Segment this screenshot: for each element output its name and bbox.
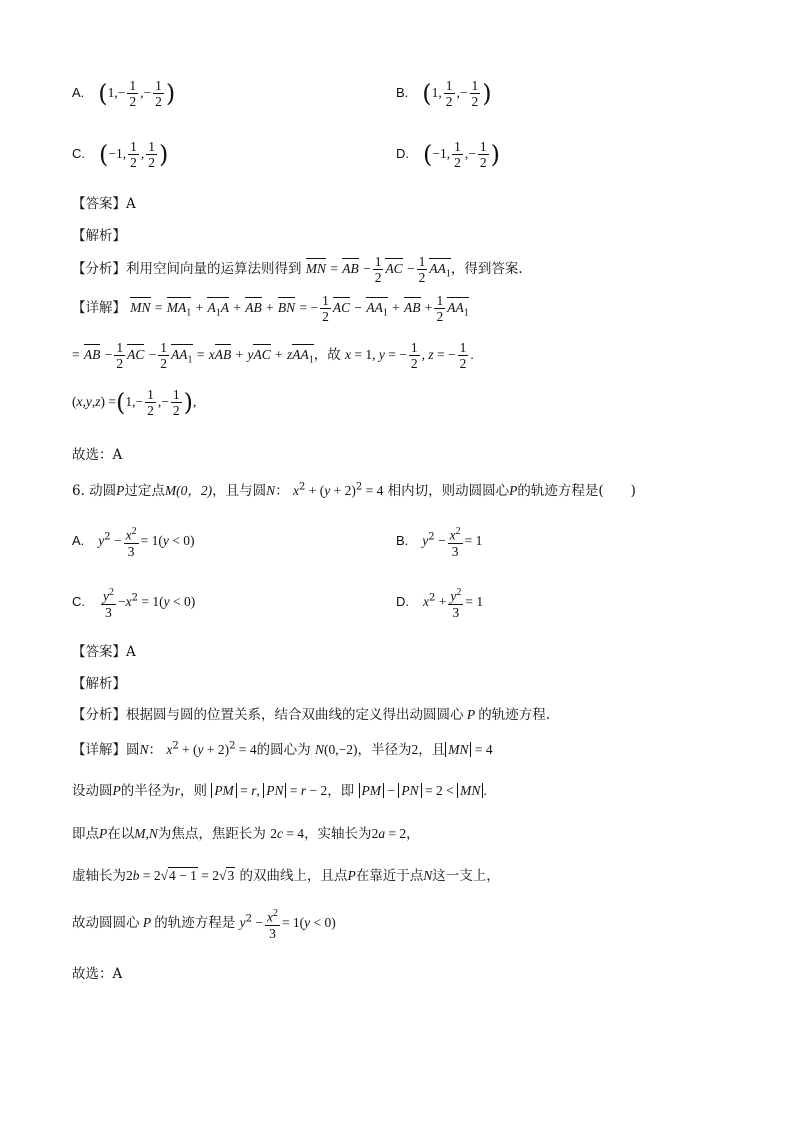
answer-value: A: [126, 644, 136, 660]
xiangjie-tag: 【详解】: [72, 742, 126, 758]
option-label: C.: [72, 146, 85, 161]
q6-choose: 故选：A: [72, 966, 123, 982]
q5-fenxi: 【分析】利用空间向量的运算法则得到 MN = AB − $\frac{1}{2}$ AC − $\frac{1}{2}$ $AA_1$，得到答案.: [72, 254, 523, 285]
l3-c: 为焦点，焦距长为: [157, 826, 266, 842]
q6-detail-2: 设动圆P的半径为r，则 PM = r, PN = r − 2，即 PM − PN = 2 < MN .: [72, 783, 487, 799]
q6-detail-5: 故动圆圆心 P 的轨迹方程是 $y^2$ − $\frac{x^2}{3}$ = 1(y < 0): [72, 908, 336, 941]
l4-a: 虚轴长为: [72, 868, 126, 884]
q6-answer: [72, 640, 136, 660]
stem-mid1: 过定点: [124, 483, 165, 499]
stem-end: 的轨迹方程是( ): [517, 483, 636, 499]
q5-option-b: B. (1, $\frac{1}{2}$ ,− $\frac{1}{2}$ ): [396, 78, 492, 109]
q6-detail-1: 【详解】圆N： $x^2 + (y + 2)^2 = 4$的圆心为 N(0,−2)，半径为2，且 MN = 4: [72, 740, 493, 758]
stem-mid2: ，且与圆: [212, 483, 267, 499]
fenxi-tag: 【分析】: [72, 707, 126, 723]
l5-a: 故动圆圆心: [72, 914, 140, 931]
option-label: A.: [72, 532, 85, 548]
conclude-text: ，故: [313, 347, 341, 363]
l3-b: 在以: [107, 826, 135, 842]
l1-c: ，半径为: [357, 742, 412, 758]
option-label: A.: [72, 85, 85, 100]
l1-d: ，且: [418, 742, 446, 758]
option-label: B.: [396, 85, 409, 100]
l4-d: 这一支上，: [432, 868, 500, 884]
l4-b: 的双曲线上，且点: [239, 868, 348, 884]
stem-prefix: 6. 动圆: [72, 483, 117, 499]
q5-choose: 故选：A: [72, 447, 123, 463]
q6-option-c: C. $\frac{y^2}{3}$ $-x^2 = 1(y < 0)$: [72, 587, 196, 620]
option-label: B.: [396, 532, 409, 548]
stem-point: M(0，2): [164, 483, 213, 498]
q5-option-a: A. (1,− $\frac{1}{2}$ ,− $\frac{1}{2}$ ): [72, 78, 176, 109]
fenxi-text: 根据圆与圆的位置关系，结合双曲线的定义得出动圆圆心: [126, 707, 464, 723]
q5-answer: [72, 192, 136, 212]
q6-option-b: B. $y^2$ − $\frac{x^2}{3}$ = 1: [396, 526, 483, 559]
q6-option-d: D. $x^2$ + $\frac{y^2}{3}$ = 1: [396, 587, 484, 620]
q5-xiangjie-1: 【详解】 MN = $MA_1 + A_1A$ + AB + BN = − $\frac{1}{2}$ AC − $AA_1$ + AB + $\frac{1}{2}$ $AA_1$: [72, 293, 469, 324]
q5-option-d: D. (−1, $\frac{1}{2}$ ,− $\frac{1}{2}$ ): [396, 139, 500, 170]
option-label: C.: [72, 593, 85, 609]
q6-stem: 6. 动圆P过定点M(0，2)，且与圆N： $x^2 + (y + 2)^2 = 4$ 相内切，则动圆圆心P的轨迹方程是( ): [72, 481, 636, 499]
q6-detail-3: 即点P在以M,N为焦点，焦距长为 2c = 4，实轴长为2a = 2，: [72, 826, 420, 842]
fenxi-tag: 【分析】: [72, 261, 126, 277]
q5-result: (x,y,z) =(1,− $\frac{1}{2}$ ,− $\frac{1}{2}$ ),: [72, 387, 197, 418]
q6-detail-4: 虚轴长为2b = 2√4 − 1 = 2√3 的双曲线上，且点P在靠近于点N这一支上，: [72, 868, 500, 884]
answer-tag: 【答案】: [72, 644, 126, 660]
q5-jiexi: 【解析】: [72, 228, 126, 244]
xiangjie-tag: 【详解】: [72, 300, 126, 316]
answer-tag: 【答案】: [72, 196, 126, 212]
l2-d: ，即: [327, 783, 355, 799]
option-label: D.: [396, 593, 409, 609]
q6-jiexi: 【解析】: [72, 676, 126, 692]
l3-d: ，实轴长为: [304, 826, 372, 842]
l2-b: 的半径为: [120, 783, 175, 799]
l4-c: 在靠近于点: [355, 868, 424, 884]
fenxi-text: 利用空间向量的运算法则得到: [126, 261, 302, 277]
l2-c: ，则: [180, 783, 208, 799]
q6-fenxi: 【分析】根据圆与圆的位置关系，结合双曲线的定义得出动圆圆心 P 的轨迹方程.: [72, 707, 551, 723]
q6-option-a: A. $y^2$ − $\frac{x^2}{3}$ = 1(y < 0): [72, 526, 195, 559]
l2-a: 设动圆: [72, 783, 113, 799]
answer-value: A: [126, 196, 136, 212]
stem-mid3: 相内切，则动圆圆心: [387, 483, 510, 499]
l1-b: 的圆心为: [256, 742, 311, 758]
l3-a: 即点: [72, 826, 99, 842]
l1-a: 圆: [126, 742, 140, 758]
fenxi-end: ，得到答案.: [450, 261, 523, 277]
option-label: D.: [396, 146, 409, 161]
l5-b: 的轨迹方程是: [154, 914, 236, 931]
q5-xiangjie-2: = AB − $\frac{1}{2}$ AC − $\frac{1}{2}$ $AA_1$ = xAB + yAC + zAA$_1$，故 x = 1, y = − $\frac{1}{2}$ , z = − $\frac{1}{2}$ .: [72, 340, 474, 371]
fenxi-end: 的轨迹方程.: [478, 707, 551, 723]
q5-option-c: C. (−1, $\frac{1}{2}$ , $\frac{1}{2}$ ): [72, 139, 169, 170]
